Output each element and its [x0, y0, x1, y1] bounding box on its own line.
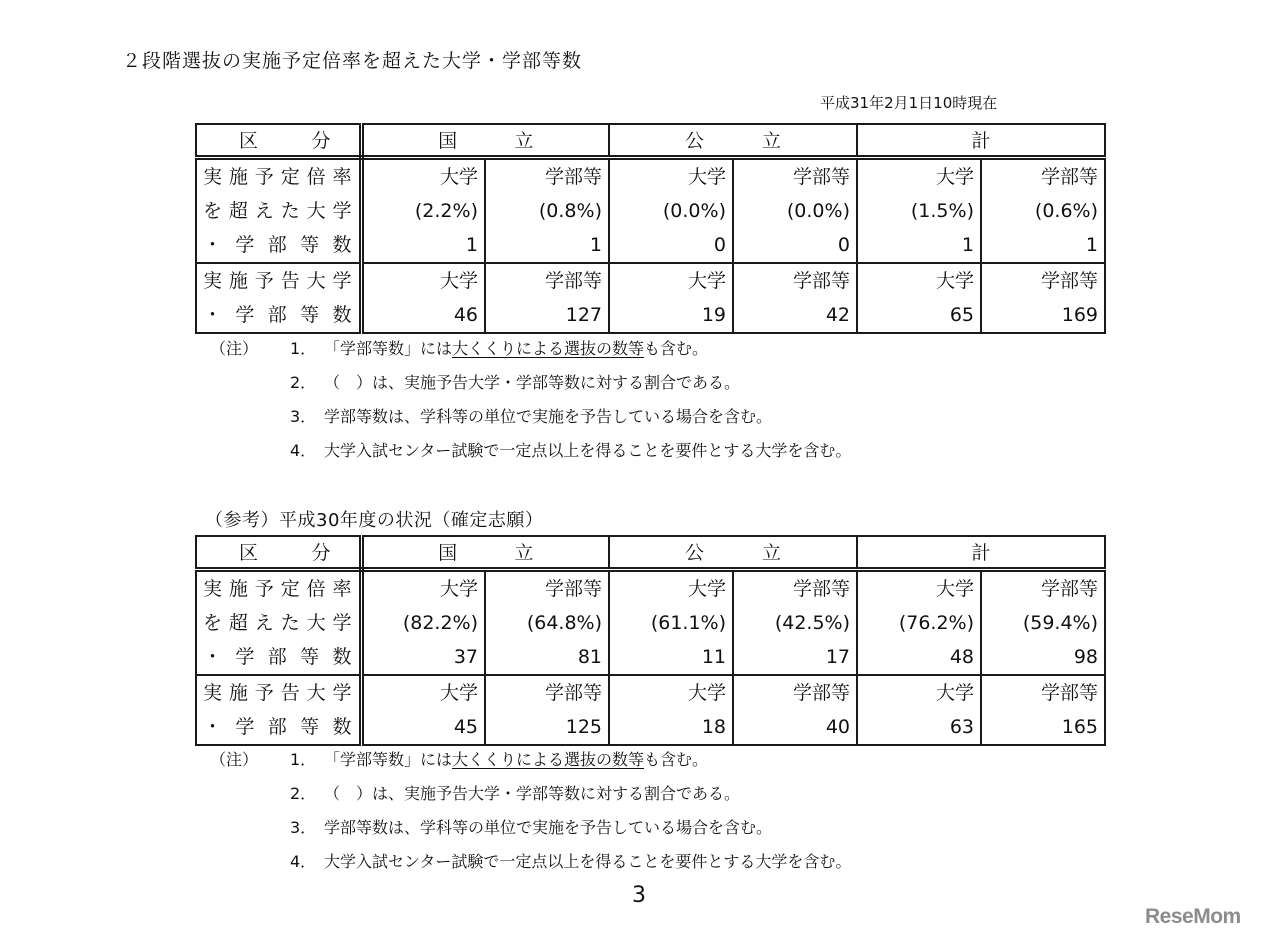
- cell-national-faculty: 学部等 125: [485, 675, 609, 745]
- row-label-exceeded: 実施予定倍率 を超えた大学 ・学部等数: [196, 569, 361, 675]
- cell-total-univ: 大学 63: [857, 675, 981, 745]
- header-total: 計: [857, 124, 1105, 157]
- cell-national-faculty: 学部等 (0.8%) 1: [485, 157, 609, 263]
- table-row-exceeded: [196, 157, 1105, 263]
- note-item: 4． 大学入試センター試験で一定点以上を得ることを要件とする大学を含む。: [290, 441, 852, 460]
- page-number: 3: [632, 883, 646, 908]
- note-item: 3． 学部等数は、学科等の単位で実施を予告している場合を含む。: [290, 407, 773, 426]
- header-national: 国 立: [361, 124, 609, 157]
- cell-public-univ: 大学 18: [609, 675, 733, 745]
- table-header-row: [196, 536, 1105, 569]
- header-public: 公 立: [609, 124, 857, 157]
- cell-national-univ: 大学 46: [361, 263, 485, 333]
- note-item: 2． （ ）は、実施予告大学・学部等数に対する割合である。: [290, 784, 741, 803]
- cell-public-faculty: 学部等 42: [733, 263, 857, 333]
- header-kubun: 区 分: [196, 124, 361, 157]
- cell-total-faculty: 学部等 (59.4%) 98: [981, 569, 1105, 675]
- note-item: 4． 大学入試センター試験で一定点以上を得ることを要件とする大学を含む。: [290, 852, 852, 871]
- cell-national-univ: 大学 (2.2%) 1: [361, 157, 485, 263]
- current-status-table: [195, 123, 1106, 334]
- cell-national-faculty: 学部等 (64.8%) 81: [485, 569, 609, 675]
- header-public: 公 立: [609, 536, 857, 569]
- header-total: 計: [857, 536, 1105, 569]
- cell-national-univ: 大学 (82.2%) 37: [361, 569, 485, 675]
- row-label-exceeded: 実施予定倍率 を超えた大学 ・学部等数: [196, 157, 361, 263]
- cell-public-univ: 大学 (61.1%) 11: [609, 569, 733, 675]
- resemom-logo: ReseMom: [1145, 905, 1241, 928]
- cell-national-univ: 大学 45: [361, 675, 485, 745]
- note-item: （注） 1． 「学部等数」には 大くくりによる選抜の数等 も含む。: [210, 750, 709, 769]
- row-label-announced: 実施予告大学 ・学部等数: [196, 675, 361, 745]
- table-row-announced: [196, 675, 1105, 745]
- note-item: （注） 1． 「学部等数」には 大くくりによる選抜の数等 も含む。: [210, 339, 709, 358]
- header-national: 国 立: [361, 536, 609, 569]
- table-row-exceeded: [196, 569, 1105, 675]
- cell-total-faculty: 学部等 165: [981, 675, 1105, 745]
- cell-public-faculty: 学部等 40: [733, 675, 857, 745]
- cell-total-univ: 大学 (76.2%) 48: [857, 569, 981, 675]
- row-label-announced: 実施予告大学 ・学部等数: [196, 263, 361, 333]
- as-of-date: 平成31年2月1日10時現在: [820, 94, 998, 112]
- note-item: 3． 学部等数は、学科等の単位で実施を予告している場合を含む。: [290, 818, 773, 837]
- cell-total-faculty: 学部等 169: [981, 263, 1105, 333]
- cell-public-univ: 大学 (0.0%) 0: [609, 157, 733, 263]
- reference-caption: （参考）平成30年度の状況（確定志願）: [205, 510, 544, 531]
- cell-public-faculty: 学部等 (0.0%) 0: [733, 157, 857, 263]
- cell-total-univ: 大学 (1.5%) 1: [857, 157, 981, 263]
- table-row-announced: [196, 263, 1105, 333]
- cell-public-faculty: 学部等 (42.5%) 17: [733, 569, 857, 675]
- cell-total-faculty: 学部等 (0.6%) 1: [981, 157, 1105, 263]
- page-title: ２段階選抜の実施予定倍率を超えた大学・学部等数: [122, 50, 583, 72]
- reference-status-table: [195, 535, 1106, 746]
- cell-national-faculty: 学部等 127: [485, 263, 609, 333]
- notes-current: [210, 332, 851, 468]
- cell-public-univ: 大学 19: [609, 263, 733, 333]
- header-kubun: 区 分: [196, 536, 361, 569]
- table-header-row: [196, 124, 1105, 157]
- notes-reference: [210, 743, 851, 879]
- note-item: 2． （ ）は、実施予告大学・学部等数に対する割合である。: [290, 373, 741, 392]
- cell-total-univ: 大学 65: [857, 263, 981, 333]
